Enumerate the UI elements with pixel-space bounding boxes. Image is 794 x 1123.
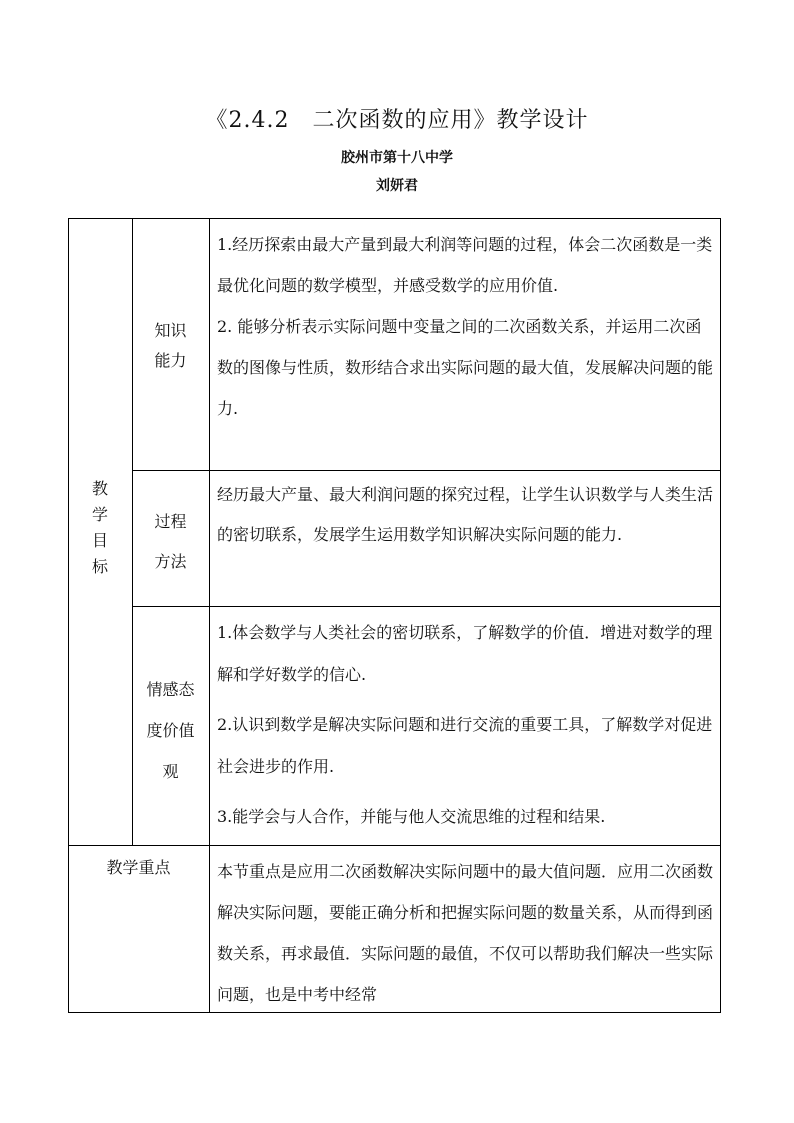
table-border-right xyxy=(720,218,721,1013)
emotion-attitude-label: 情感态 度价值 观 xyxy=(146,680,195,781)
table-border-top xyxy=(68,218,721,219)
process-method-label: 过程 方法 xyxy=(154,512,187,571)
knowledge-ability-content: 1.经历探索由最大产量到最大利润等问题的过程，体会二次函数是一类最优化问题的数学模型，并感受数学的应用价值. 2. 能够分析表示实际问题中变量之间的二次函数关系，并运用二次函数的图像与性质，数形结合求出实际问题的最大值，发展解决问题的能力. xyxy=(217,235,714,418)
row-divider-3 xyxy=(68,845,721,846)
lesson-design-table xyxy=(68,218,721,1013)
table-border-bottom xyxy=(68,1012,721,1013)
emotion-attitude-content: 1.体会数学与人类社会的密切联系，了解数学的价值．增进对数学的理解和学好数学的信心. 2.认识到数学是解决实际问题和进行交流的重要工具，了解数学对促进社会进步的作用. 3.能学会与人合作，并能与他人交流思维的过程和结果. xyxy=(217,623,713,826)
objectives-label: 教 学 目 标 xyxy=(91,479,108,576)
row-divider-2 xyxy=(132,606,721,607)
knowledge-ability-label: 知识 能力 xyxy=(154,321,187,370)
row-divider-1 xyxy=(132,470,721,471)
key-points-content: 本节重点是应用二次函数解决实际问题中的最大值问题．应用二次函数解决实际问题，要能正确分析和把握实际问题的数量关系，从而得到函数关系，再求最值．实际问题的最值，不仅可以帮助我们解决一些实际问题，也是中考中经常 xyxy=(217,862,714,1004)
document-title: 《2.4.2 二次函数的应用》教学设计 xyxy=(205,108,589,133)
school-name: 胶州市第十八中学 xyxy=(341,150,453,166)
column-divider-2 xyxy=(209,218,210,1013)
table-border-left xyxy=(68,218,69,1013)
process-method-content: 经历最大产量、最大利润问题的探究过程，让学生认识数学与人类生活的密切联系，发展学生运用数学知识解决实际问题的能力. xyxy=(217,485,714,544)
author-name: 刘妍君 xyxy=(376,178,418,194)
key-points-label: 教学重点 xyxy=(106,858,171,877)
